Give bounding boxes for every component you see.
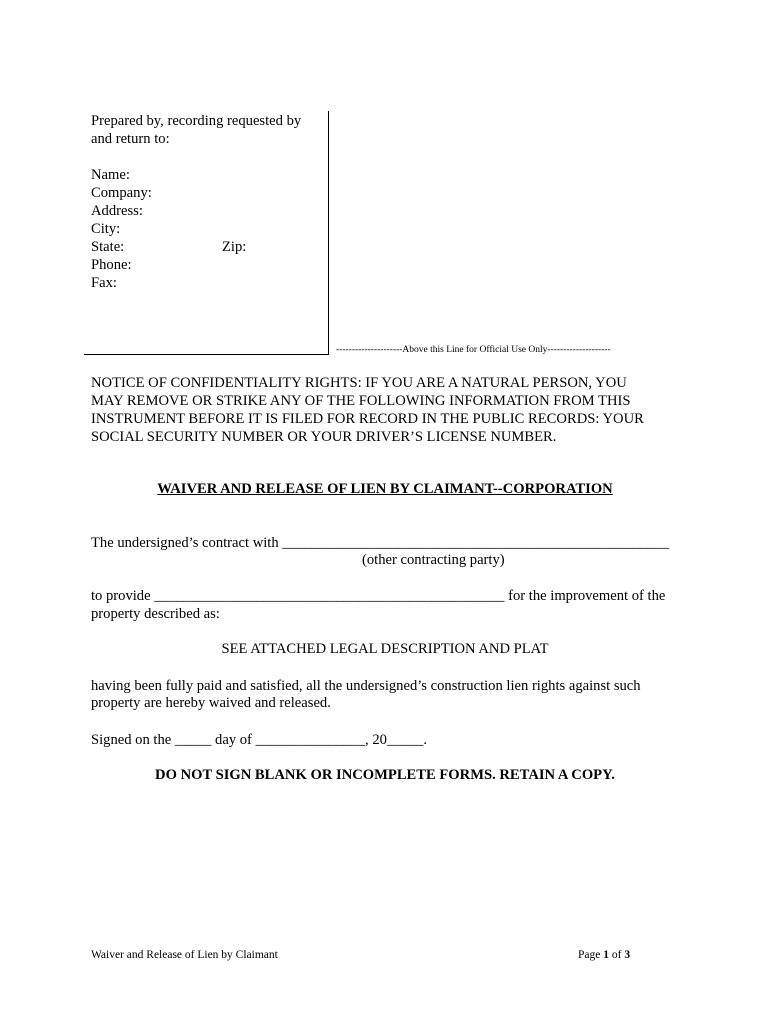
property-described-line: property described as: xyxy=(91,606,220,622)
company-field-label: Company: xyxy=(91,185,152,201)
signed-date-line: Signed on the _____ day of _______________, 20_____. xyxy=(91,732,428,748)
prepared-by-line-2: and return to: xyxy=(91,131,170,147)
page-number xyxy=(578,949,630,961)
fax-field-label: Fax: xyxy=(91,275,117,291)
return-address-block xyxy=(91,112,301,292)
notice-line: MAY REMOVE OR STRIKE ANY OF THE FOLLOWING INFORMATION FROM THIS xyxy=(91,393,631,409)
provide-line: to provide ________________________________________________ for the improvement of the xyxy=(91,588,666,604)
notice-line: NOTICE OF CONFIDENTIALITY RIGHTS: IF YOU ARE A NATURAL PERSON, YOU xyxy=(91,375,627,391)
prepared-by-line-1: Prepared by, recording requested by xyxy=(91,113,302,129)
other-party-caption: (other contracting party) xyxy=(362,552,505,568)
contract-line: The undersigned’s contract with _____________________________________________________ xyxy=(91,535,670,551)
spacer xyxy=(91,148,301,166)
zip-field-label: Zip: xyxy=(222,239,247,255)
page-label: Page xyxy=(578,949,601,961)
name-field-label: Name: xyxy=(91,167,130,183)
confidentiality-notice xyxy=(91,374,691,446)
page-current: 1 xyxy=(603,949,609,961)
phone-field-label: Phone: xyxy=(91,257,132,273)
notice-line: INSTRUMENT BEFORE IT IS FILED FOR RECORD IN THE PUBLIC RECORDS: YOUR xyxy=(91,411,644,427)
official-use-line: ---------------------Above this Line for Official Use Only-------------------- xyxy=(336,345,611,355)
city-field-label: City: xyxy=(91,221,121,237)
page-total: 3 xyxy=(624,949,631,961)
state-zip-row xyxy=(91,238,301,256)
recording-box-horizontal-rule xyxy=(84,354,329,355)
legal-description-reference: SEE ATTACHED LEGAL DESCRIPTION AND PLAT xyxy=(221,641,549,657)
state-field-label: State: xyxy=(91,239,125,255)
document-title: WAIVER AND RELEASE OF LIEN BY CLAIMANT--CORPORATION xyxy=(157,481,613,497)
of-label: of xyxy=(611,949,622,961)
paid-statement-line-1: having been fully paid and satisfied, all the undersigned’s construction lien rights against such xyxy=(91,678,641,694)
notice-line: SOCIAL SECURITY NUMBER OR YOUR DRIVER’S LICENSE NUMBER. xyxy=(91,429,557,445)
paid-statement-line-2: property are hereby waived and released. xyxy=(91,695,331,711)
footer-title: Waiver and Release of Lien by Claimant xyxy=(91,949,278,961)
address-field-label: Address: xyxy=(91,203,143,219)
warning-text: DO NOT SIGN BLANK OR INCOMPLETE FORMS. RETAIN A COPY. xyxy=(155,767,615,783)
recording-box-vertical-rule xyxy=(328,111,329,354)
